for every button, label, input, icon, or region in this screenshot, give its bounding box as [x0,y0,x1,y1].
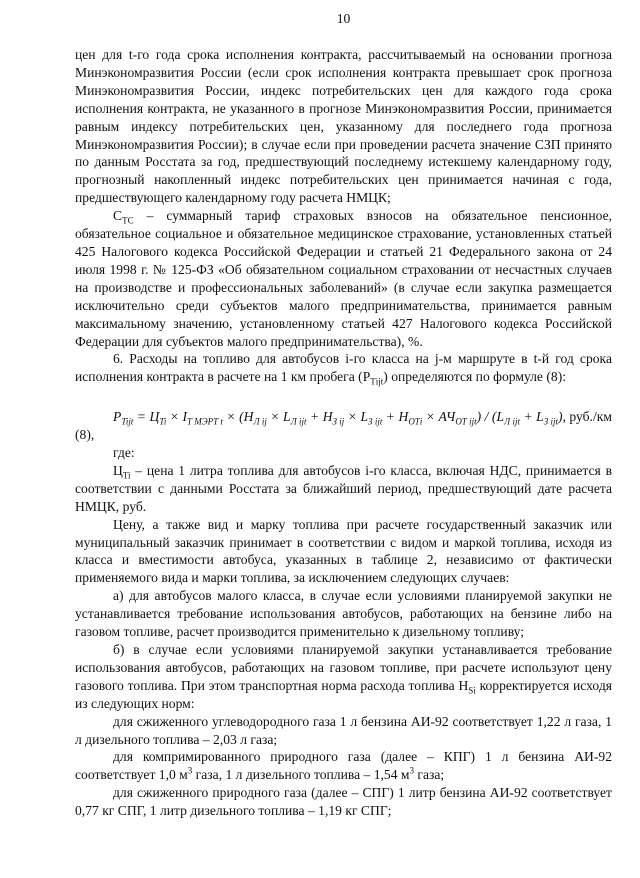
fuel-costs-subscript: Тijt [370,377,384,388]
paragraph-lng-norm: для сжиженного природного газа (далее – СПГ) 1 литр бензина АИ-92 соответствует 0,77 кг СПГ, 1 литр дизельного топлива – 1,19 кг СПГ; [75,785,612,819]
cng-text-mid: газа, 1 л дизельного топлива – 1,54 м [192,767,410,783]
fuel-costs-text-end: ) определяются по формуле (8): [383,369,566,385]
cng-sup-2: 3 [409,765,414,776]
symbol-c-tc-subscript: ТС [122,215,134,226]
cng-text-start: для компримированного природного газа (далее – КПГ) 1 л бензина АИ-92 соответствует 1,0 м [75,749,612,783]
formula-8 [75,408,612,444]
where-label: где: [113,445,135,461]
cng-sup-1: 3 [187,765,193,776]
symbol-c-ti: Ц [113,462,123,478]
paragraph-cng-norm [75,748,612,784]
insurance-tariff-text: – суммарный тариф страховых взносов на обязательное пенсионное, обязательное социальное и обязательное медицинское страхование, установленных статьей 425 Налогового кодекса Российской Федерации и статьей 21 Федерального закона от 24 июля 1998 г. № 125-ФЗ «Об обязательном социальном страховании от несчастных случаев на производстве и профессиональных заболеваний» (в случае если закупка размещается исключительно среди субъектов малого предпринимательства, принимается равным максимальному значению, установленному статьей 427 Налогового кодекса Российской Федерации для субъектов малого предпринимательства), %. [75,208,612,349]
cng-text-end: газа; [414,767,445,783]
paragraph-cpi-definition: цен для t-го года срока исполнения контракта, рассчитываемый на основании прогноза Минэкономразвития России (если срок исполнения контракта превышает срок прогноза Минэкономразвития России, индекс потребительских цен для каждого года срока исполнения контракта, не указанного в прогнозе Минэкономразвития России, принимается равным индексу потребительских цен, указанному для последнего года прогноза Минэкономразвития России); в случае если при проведении расчета значение СЗП принято по данным Росстата за год, предшествующий последнему истекшему календарному году, прогнозный накопленный индекс потребительских цен принимается начиная с года, предшествующего календарному году расчета НМЦК; [75,47,612,206]
paragraph-lpg-norm: для сжиженного углеводородного газа 1 л бензина АИ-92 соответствует 1,22 л газа, 1 л дизельного топлива – 2,03 л газа; [75,713,612,747]
symbol-c-tc: С [113,208,123,224]
paragraph-insurance-tariff [75,207,612,350]
paragraph-fuel-type-selection: Цену, а также вид и марку топлива при расчете государственный заказчик или муниципальный заказчик принимает в соответствии с видом и маркой топлива, исходя из класса и вместимости автобуса, указанных в таблице 2, независимо от фактически применяемого вида и марки топлива, за исключением следующих случаев: [75,516,612,586]
case-b-text-start: б) в случае если условиями планируемой закупки устанавливается требование использования автобусов, работающих на газовом топливе, при расчете используют цену газового топлива. При этом транспортная норма расхода топлива Н [75,642,612,693]
fuel-price-text: – цена 1 литра топлива для автобусов i-го класса, включая НДС, принимается в соответствии с данными Росстата за ближайший период, предшествующий дате расчета НМЦК, руб. [75,462,612,514]
formula-unit: руб./км (8), [75,409,612,443]
paragraph-case-b [75,641,612,713]
paragraph-case-a: а) для автобусов малого класса, в случае если условиями планируемой закупки не устанавливается требование использования автобусов, работающих на бензине либо на газовом топливе, расчет производится применительно к дизельному топливу; [75,588,612,640]
paragraph-fuel-price [75,462,612,516]
paragraph-fuel-costs [75,350,612,386]
page-number: 10 [336,11,351,26]
fuel-costs-text-start: 6. Расходы на топливо для автобусов i-го класса на j-м маршруте в t-й год срока исполнения контракта в расчете на 1 км пробега (Р [75,351,612,385]
formula-expression: $P_{Tijt} = Ц_{Ti} \times I_{T МЭРТ t} \times (Н_{Л ij} \times L_{Л ijt} + Н_{З ij} \times L_{З ijt} + Н_{ОТi} \times АЧ_{ОТ ijt}) / (L_{Л ijt} + L_{З ijt})$, [113,409,566,427]
case-b-subscript: Si [468,685,476,696]
symbol-c-ti-subscript: Ti [122,470,131,481]
case-b-text-end: корректируется исходя из следующих норм: [75,677,612,711]
